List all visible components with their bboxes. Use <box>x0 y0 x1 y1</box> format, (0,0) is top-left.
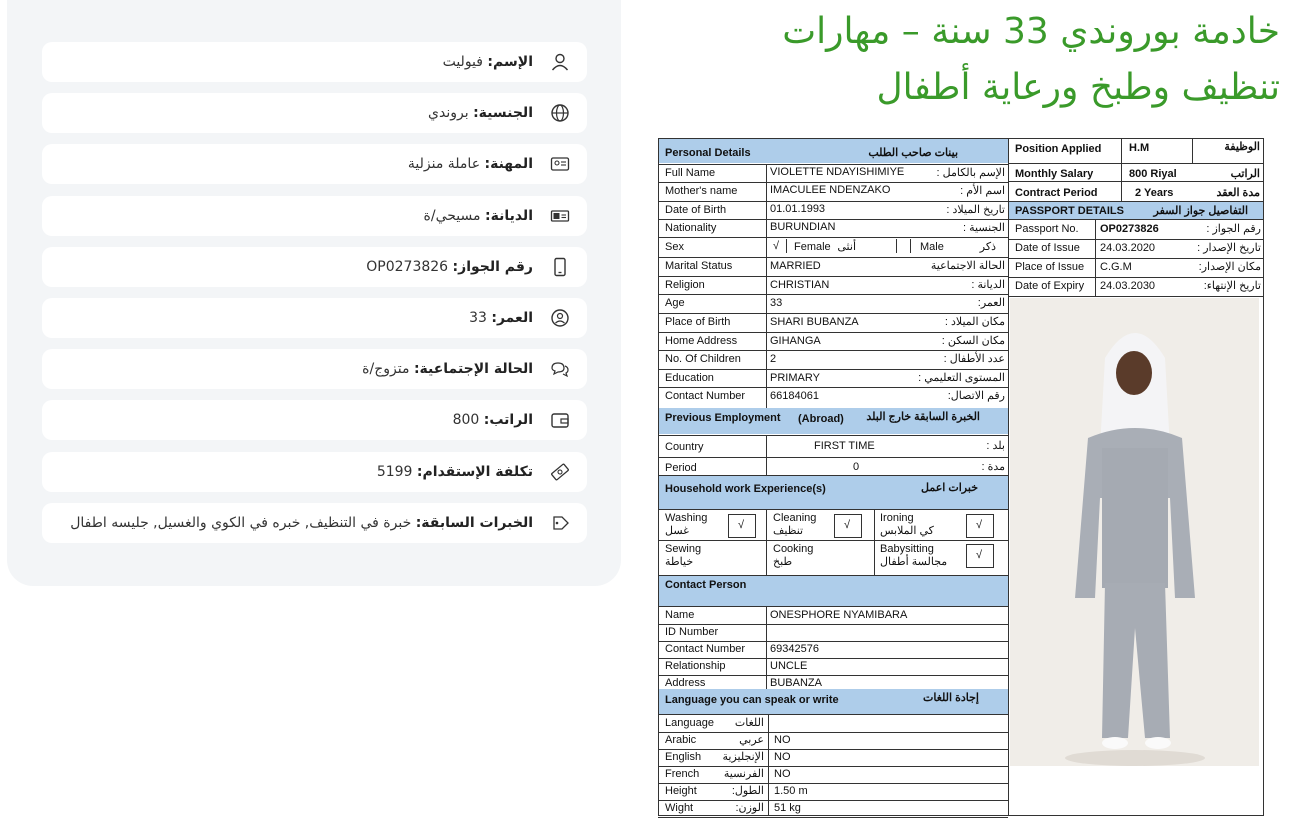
cv-rule <box>1008 181 1264 182</box>
money-icon <box>547 459 573 485</box>
detail-row <box>42 93 587 133</box>
field-value: IMACULEE NDENZAKO <box>770 184 891 197</box>
detail-label: الإسم: <box>487 54 533 70</box>
field-label-ar: تاريخ الميلاد : <box>946 203 1005 216</box>
detail-row <box>42 196 587 236</box>
field-value: 2 <box>770 353 777 366</box>
option-label-ar: أنثى <box>837 241 856 254</box>
check-mark: √ <box>976 519 983 531</box>
field-label: No. Of Children <box>665 353 741 366</box>
field-label-ar: الفرنسية <box>723 768 764 780</box>
cv-rule <box>658 509 1008 510</box>
field-label-ar: المستوى التعليمي : <box>918 371 1005 384</box>
checkbox <box>728 514 756 538</box>
field-value: NO <box>774 768 791 780</box>
globe-icon <box>547 100 573 126</box>
cv-rule <box>896 239 897 253</box>
field-value: VIOLETTE NDAYISHIMIYE <box>770 166 905 178</box>
checkbox <box>966 514 994 538</box>
field-value: 24.03.2030 <box>1100 280 1156 292</box>
cv-rule <box>766 509 767 575</box>
field-value: 33 <box>770 297 783 310</box>
field-label: Address <box>665 677 706 689</box>
detail-row <box>42 247 587 287</box>
field-label-ar: مدة العقد <box>1216 187 1260 199</box>
field-label: Position Applied <box>1015 143 1102 155</box>
skill-label-ar: طبخ <box>773 556 793 568</box>
field-label: English <box>665 751 702 763</box>
cv-rule <box>658 257 1008 258</box>
cv-rule <box>658 624 1008 625</box>
field-value: GIHANGA <box>770 334 821 347</box>
section-title: Previous Employment <box>665 412 781 424</box>
section-title: PASSPORT DETAILS <box>1015 205 1124 217</box>
detail-row <box>42 298 587 338</box>
field-label-ar: مكان الإصدار: <box>1198 261 1261 273</box>
skill-label-ar: خياطة <box>665 556 694 568</box>
field-value: 24.03.2020 <box>1100 242 1156 254</box>
cv-rule <box>1008 239 1264 240</box>
cv-rule <box>658 164 1008 165</box>
section-title-ar: الخبرة السابقة خارج البلد <box>866 411 980 423</box>
passport-icon <box>547 254 573 280</box>
user-icon <box>547 49 573 75</box>
field-label-ar: الراتب <box>1230 168 1260 180</box>
cv-rule <box>658 369 1008 370</box>
cv-rule <box>874 509 875 575</box>
field-label-ar: رقم الاتصال: <box>947 390 1005 403</box>
field-label: Marital Status <box>665 260 733 273</box>
cv-rule <box>658 294 1008 295</box>
field-label-ar: مكان الميلاد : <box>944 316 1005 328</box>
section-title: Household work Experience(s) <box>665 483 826 495</box>
skill-label: Cleaning <box>773 512 817 524</box>
field-value: SHARI BUBANZA <box>770 316 859 328</box>
field-label-ar: مكان السكن : <box>941 334 1005 347</box>
field-value: PRIMARY <box>770 371 820 384</box>
field-label: Height <box>665 785 697 797</box>
skill-label-ar: تنظيف <box>773 525 804 537</box>
field-value: 66184061 <box>770 390 819 403</box>
field-label-ar: الوظيفة <box>1224 141 1260 153</box>
field-value: NO <box>774 734 791 746</box>
field-label: Contact Number <box>665 390 746 403</box>
skill-label-ar: كي الملابس <box>880 525 934 537</box>
field-value: BURUNDIAN <box>770 220 836 233</box>
field-value: OP0273826 <box>1100 223 1159 235</box>
skill-label: Babysitting <box>880 543 934 555</box>
detail-value: مسيحي/ة <box>423 207 481 224</box>
field-value: 1.50 m <box>774 785 808 797</box>
section-title-ar: التفاصيل جواز السفر <box>1153 205 1248 217</box>
cv-rule <box>658 332 1008 333</box>
detail-value: عاملة منزلية <box>407 156 481 173</box>
field-label-ar: اللغات <box>734 717 764 729</box>
skill-label: Ironing <box>880 512 914 524</box>
check-mark: √ <box>976 549 983 561</box>
field-label: Passport No. <box>1015 223 1079 235</box>
field-label: Contract Period <box>1015 187 1098 199</box>
tag-icon <box>547 510 573 536</box>
detail-label: الجنسية: <box>473 105 533 122</box>
section-title: Personal Details <box>665 147 751 159</box>
field-value: NO <box>774 751 791 763</box>
cv-rule <box>658 350 1008 351</box>
field-value: 800 Riyal <box>1129 168 1177 180</box>
cv-rule <box>1008 277 1264 278</box>
wallet-icon <box>547 407 573 433</box>
section-title-ar: خبرات اعمل <box>921 482 978 494</box>
detail-value: فيوليت <box>442 54 483 70</box>
detail-label: الديانة: <box>484 207 533 224</box>
field-label: Date of Birth <box>665 203 727 216</box>
cv-rule <box>766 606 767 691</box>
detail-value: 33 <box>469 310 487 326</box>
cv-rule <box>1008 296 1264 297</box>
field-value: 69342576 <box>770 643 819 655</box>
cv-rule <box>910 239 911 253</box>
cv-rule <box>658 606 1008 607</box>
section-title-ar: إجادة اللغات <box>923 692 979 704</box>
field-label: Place of Birth <box>665 316 731 328</box>
field-label: Religion <box>665 278 705 291</box>
detail-row <box>42 452 587 492</box>
detail-value: 800 <box>452 412 480 429</box>
cv-rule <box>658 815 1264 816</box>
field-value: 01.01.1993 <box>770 202 826 215</box>
age-circle-icon <box>547 305 573 331</box>
option-label: Male <box>920 241 944 254</box>
cv-document <box>658 138 1264 816</box>
section-title-ar: بينات صاحب الطلب <box>868 147 958 159</box>
details-panel <box>7 0 621 586</box>
field-label: Name <box>665 609 695 621</box>
field-label: ID Number <box>665 626 719 638</box>
detail-value: 5199 <box>376 463 413 480</box>
detail-label: الخبرات السابقة: <box>415 514 533 531</box>
cv-rule <box>658 540 1008 541</box>
field-label: Monthly Salary <box>1015 168 1094 180</box>
field-label-ar: الديانة : <box>971 278 1005 291</box>
field-label-ar: رقم الجواز : <box>1206 223 1261 235</box>
field-label: Date of Expiry <box>1015 280 1085 292</box>
religion-card-icon <box>547 203 573 229</box>
field-label-ar: الإسم بالكامل : <box>936 167 1005 179</box>
detail-value: بروندي <box>428 105 469 122</box>
cv-rule <box>658 237 1008 238</box>
cv-rule <box>1008 163 1264 164</box>
skill-label: Cooking <box>773 543 814 555</box>
cv-rule <box>786 239 787 253</box>
chat-icon <box>547 356 573 382</box>
cv-rule <box>658 313 1008 314</box>
field-label-ar: اسم الأم : <box>960 185 1005 198</box>
section-title: Language you can speak or write <box>665 694 839 706</box>
detail-row <box>42 349 587 389</box>
skill-label: Sewing <box>665 543 702 555</box>
field-value: H.M <box>1129 142 1150 154</box>
cv-rule <box>1008 258 1264 259</box>
cv-rule <box>658 201 1008 202</box>
cv-rule <box>658 219 1008 220</box>
field-value: CHRISTIAN <box>770 278 830 291</box>
field-label: Nationality <box>665 221 717 234</box>
detail-label: رقم الجواز: <box>452 258 533 275</box>
check-mark: √ <box>738 519 745 531</box>
option-label-ar: ذكر <box>979 241 996 254</box>
cv-rule <box>1192 138 1193 163</box>
field-label: Place of Issue <box>1015 261 1085 273</box>
field-label-ar: الجنسية : <box>963 221 1005 234</box>
cv-rule <box>658 749 1008 750</box>
cv-rule <box>658 675 1008 676</box>
cv-rule <box>658 766 1008 767</box>
detail-label: المهنة: <box>484 156 533 173</box>
cv-rule <box>1121 138 1122 163</box>
cv-rule <box>766 435 767 475</box>
detail-row <box>42 144 587 184</box>
field-label-ar: العمر: <box>977 297 1005 310</box>
cv-rule <box>658 641 1008 642</box>
detail-row <box>42 503 587 543</box>
cv-rule <box>658 182 1008 183</box>
field-value: UNCLE <box>770 660 808 672</box>
field-label: Period <box>665 462 697 474</box>
cv-rule <box>658 435 1008 436</box>
field-label-ar: عدد الأطفال : <box>943 353 1005 366</box>
field-label: Wight <box>665 802 694 814</box>
checkbox <box>834 514 862 538</box>
field-label: Date of Issue <box>1015 242 1080 254</box>
cv-rule <box>1121 163 1122 201</box>
detail-label: الراتب: <box>483 412 533 429</box>
cv-rule <box>658 732 1008 733</box>
field-label-ar: الطول: <box>731 785 764 797</box>
field-value: C.G.M <box>1100 261 1132 273</box>
detail-row <box>42 42 587 82</box>
field-value: 2 Years <box>1135 187 1174 199</box>
field-label: Contact Number <box>665 643 746 655</box>
cv-rule <box>658 817 1008 818</box>
field-value: BUBANZA <box>770 677 822 689</box>
checkbox <box>966 544 994 568</box>
section-subtitle: (Abroad) <box>798 413 844 425</box>
field-label: French <box>665 768 700 780</box>
field-label: Mother's name <box>665 185 738 198</box>
field-label-ar: مدة : <box>981 461 1005 473</box>
cv-rule <box>658 387 1008 388</box>
check-mark: √ <box>844 519 851 531</box>
field-label: Language <box>665 717 714 729</box>
cv-rule <box>658 783 1008 784</box>
field-value: MARRIED <box>770 260 821 273</box>
section-title: Contact Person <box>665 579 747 591</box>
field-label-ar: عربي <box>739 734 764 746</box>
field-label-ar: الإنجليزية <box>722 751 764 763</box>
cv-rule <box>658 800 1008 801</box>
field-label-ar: الوزن: <box>735 802 764 814</box>
detail-label: العمر: <box>491 310 533 326</box>
field-label: Full Name <box>665 167 716 179</box>
cv-rule <box>766 164 767 414</box>
field-label: Arabic <box>665 734 697 746</box>
cv-rule <box>658 658 1008 659</box>
worker-photo <box>1010 298 1259 766</box>
field-label-ar: الحالة الاجتماعية <box>930 260 1005 273</box>
field-value: 0 <box>853 461 860 473</box>
detail-value: OP0273826 <box>366 258 449 275</box>
cv-rule <box>1095 220 1096 296</box>
cv-rule <box>658 276 1008 277</box>
detail-label: تكلفة الإستقدام: <box>416 463 533 480</box>
detail-row <box>42 400 587 440</box>
cv-rule <box>768 714 769 816</box>
cv-rule <box>658 457 1008 458</box>
skill-label-ar: غسل <box>665 525 689 537</box>
field-label-ar: بلد : <box>986 440 1005 452</box>
cv-rule <box>1008 219 1264 220</box>
detail-value: خبرة في التنظيف, خبره في الكوي والغسيل, جليسه اطفال <box>70 514 412 531</box>
field-label-ar: تاريخ الإنتهاء: <box>1203 280 1261 292</box>
field-label: Home Address <box>665 334 738 347</box>
field-value: 51 kg <box>774 802 801 814</box>
option-label: Female <box>794 241 831 254</box>
id-card-icon <box>547 151 573 177</box>
field-label: Education <box>665 371 714 384</box>
skill-label-ar: مجالسة أطفال <box>880 556 948 568</box>
field-label: Relationship <box>665 660 726 672</box>
field-value: FIRST TIME <box>814 440 875 452</box>
skill-label: Washing <box>665 512 708 524</box>
field-label: Age <box>665 297 685 310</box>
page-title: خادمة بوروندي 33 سنة – مهارات تنظيف وطبخ ورعاية أطفال <box>782 11 1280 108</box>
field-label: Sex <box>665 241 684 254</box>
detail-value: متزوج/ة <box>362 361 410 378</box>
field-label: Country <box>665 441 704 453</box>
field-label-ar: تاريخ الإصدار : <box>1197 242 1261 254</box>
check-mark: √ <box>773 240 780 253</box>
cv-rule <box>658 714 1008 715</box>
detail-label: الحالة الإجتماعية: <box>413 361 533 378</box>
field-value: ONESPHORE NYAMIBARA <box>770 609 908 621</box>
